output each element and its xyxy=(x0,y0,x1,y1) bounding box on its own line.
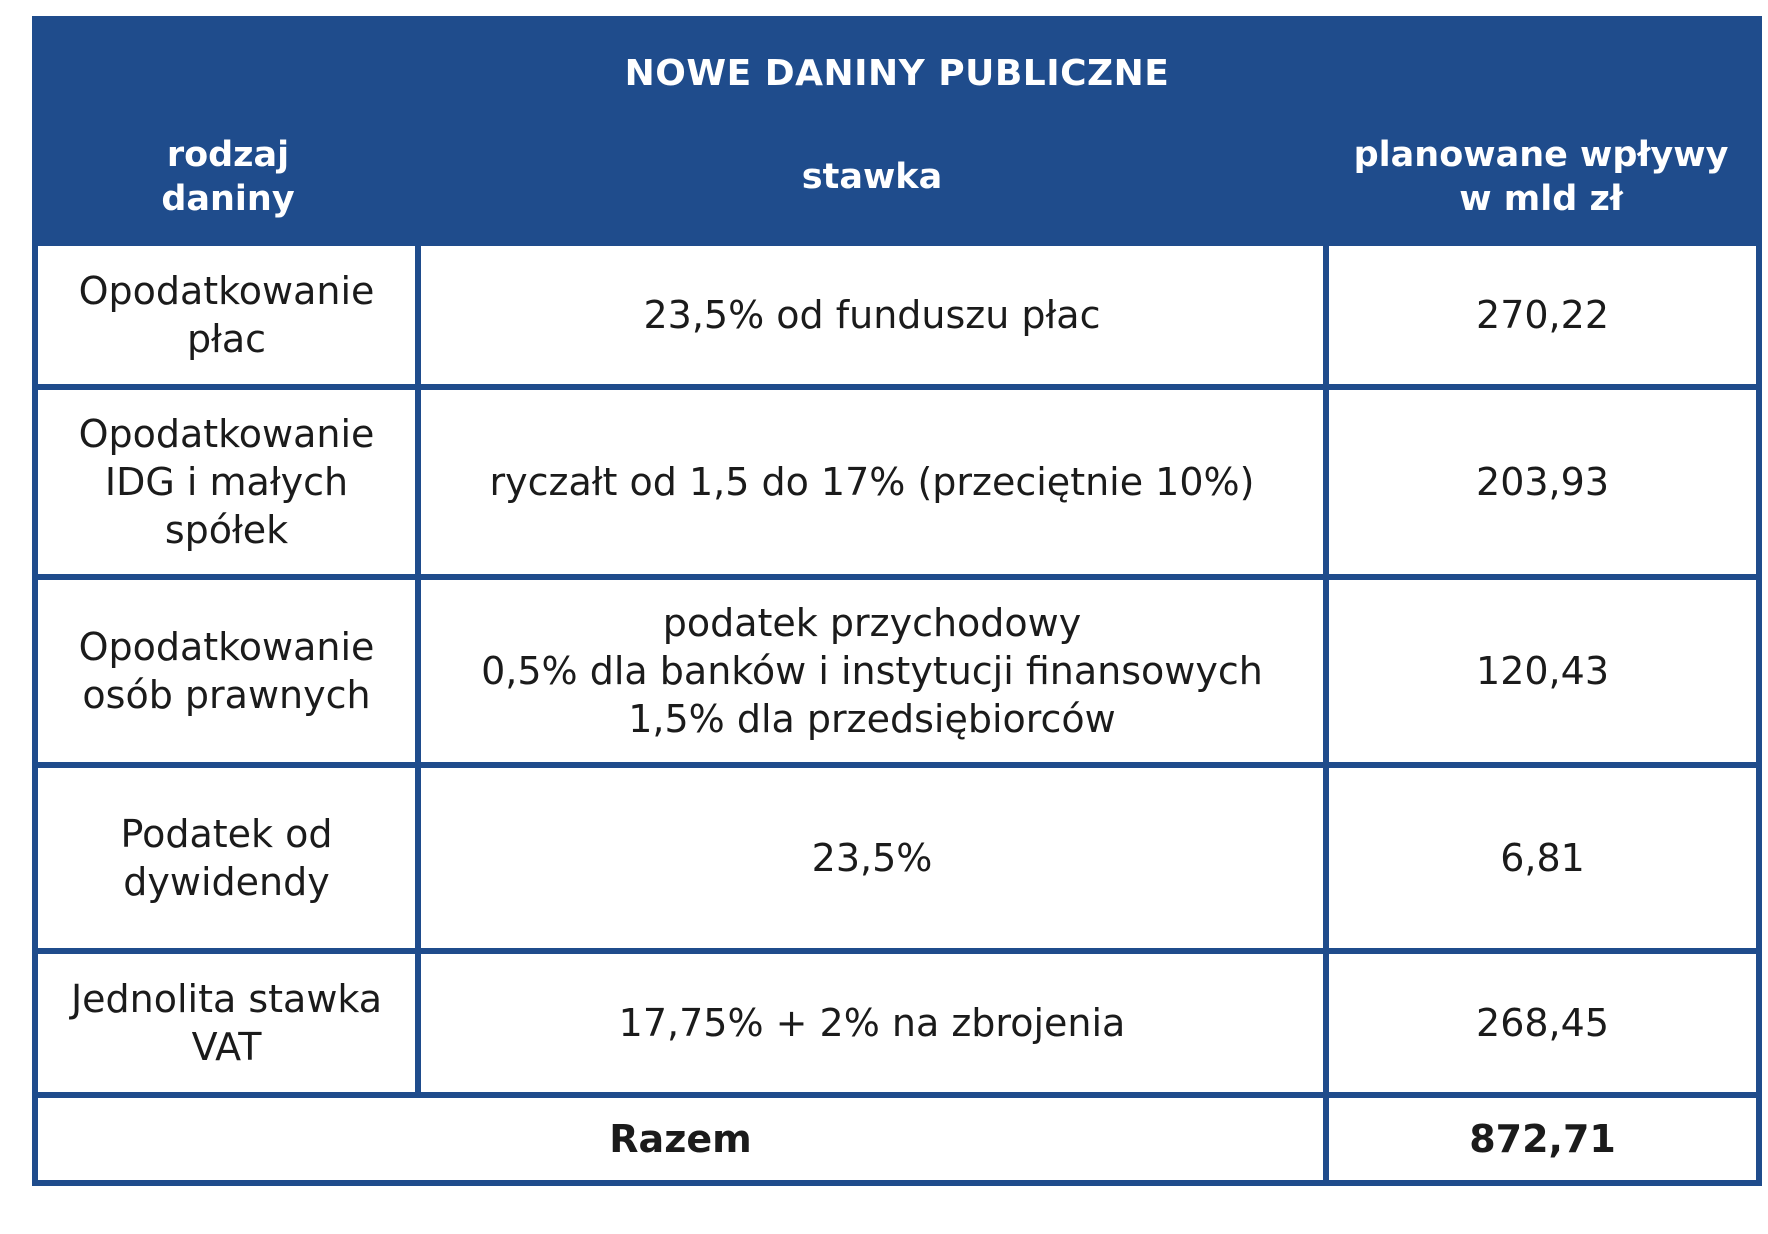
rate-cell xyxy=(418,765,1326,951)
total-value-cell xyxy=(1326,1095,1759,1183)
header-planned-revenue xyxy=(1326,114,1759,243)
levy-type-cell xyxy=(35,765,418,951)
levy-type: Opodatkowanie IDG i małych spółek xyxy=(78,412,375,552)
levy-type-cell xyxy=(35,243,418,387)
levy-rate: 17,75% + 2% na zbrojenia xyxy=(618,1001,1126,1045)
rate-cell xyxy=(418,951,1326,1095)
revenue-cell xyxy=(1326,387,1759,577)
levy-revenue: 270,22 xyxy=(1476,293,1609,337)
revenue-cell xyxy=(1326,951,1759,1095)
table-row xyxy=(35,387,1759,577)
levy-type: Opodatkowanie płac xyxy=(78,269,375,361)
levy-revenue: 120,43 xyxy=(1476,649,1609,693)
levy-rate: 23,5% xyxy=(811,836,933,880)
header-levy-type xyxy=(35,114,418,243)
table-header-row xyxy=(35,114,1759,243)
levy-type-cell xyxy=(35,577,418,765)
levy-rate: ryczałt od 1,5 do 17% (przeciętnie 10%) xyxy=(489,460,1255,504)
levy-type-cell xyxy=(35,387,418,577)
table-row xyxy=(35,765,1759,951)
table-row xyxy=(35,243,1759,387)
levy-type: Opodatkowanie osób prawnych xyxy=(78,625,375,717)
revenue-cell xyxy=(1326,577,1759,765)
levy-revenue: 203,93 xyxy=(1476,460,1609,504)
revenue-cell xyxy=(1326,765,1759,951)
rate-cell xyxy=(418,387,1326,577)
table-row xyxy=(35,577,1759,765)
revenue-cell xyxy=(1326,243,1759,387)
header-levy-type-label: rodzaj daniny xyxy=(161,135,295,219)
total-label-cell xyxy=(35,1095,1326,1183)
table-title: NOWE DANINY PUBLICZNE xyxy=(35,19,1759,114)
header-planned-revenue-label: planowane wpływy w mld zł xyxy=(1353,135,1729,219)
total-row xyxy=(35,1095,1759,1183)
table-title-row xyxy=(35,19,1759,114)
levy-rate: 23,5% od funduszu płac xyxy=(643,293,1101,337)
levy-type-cell xyxy=(35,951,418,1095)
levy-type: Podatek od dywidendy xyxy=(120,812,333,904)
header-rate xyxy=(418,114,1326,243)
levy-revenue: 6,81 xyxy=(1500,836,1585,880)
rate-cell xyxy=(418,577,1326,765)
total-label: Razem xyxy=(609,1117,752,1161)
levy-revenue: 268,45 xyxy=(1476,1001,1609,1045)
rate-cell xyxy=(418,243,1326,387)
header-rate-label: stawka xyxy=(801,157,943,197)
public-levies-table-container xyxy=(32,16,1756,1207)
public-levies-table xyxy=(32,16,1762,1186)
levy-type: Jednolita stawka VAT xyxy=(70,977,383,1069)
table-row xyxy=(35,951,1759,1095)
levy-rate: podatek przychodowy 0,5% dla banków i instytucji finansowych 1,5% dla przedsiębiorców xyxy=(481,601,1263,741)
total-value: 872,71 xyxy=(1469,1117,1616,1161)
